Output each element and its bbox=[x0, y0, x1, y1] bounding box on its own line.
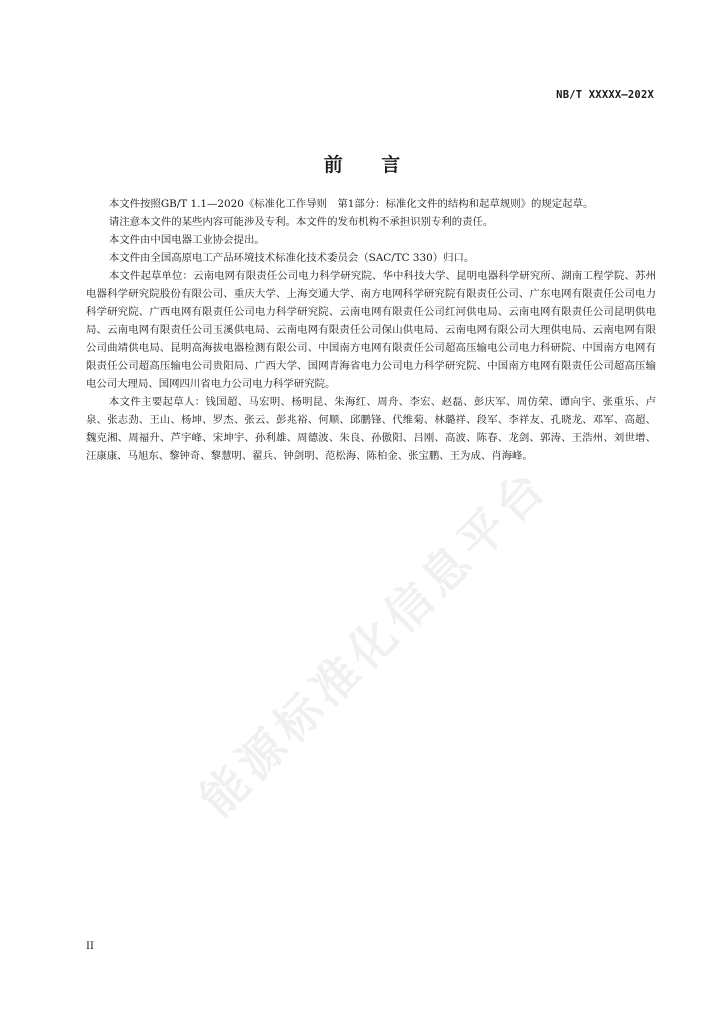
paragraph-proposer: 本文件由中国电器工业协会提出。 bbox=[108, 234, 265, 246]
standard-number: NB/T XXXXX—202X bbox=[556, 89, 654, 101]
paragraph-drafting-rules: 本文件按照GB/T 1.1—2020《标准化工作导则 第1部分：标准化文件的结构和起草规则》的规定起草。 bbox=[108, 198, 594, 210]
paragraph-technical-committee: 本文件由全国高原电工产品环境技术标准化技术委员会（SAC/TC 330）归口。 bbox=[108, 252, 475, 264]
watermark: 能源标准化信息平台 bbox=[189, 457, 559, 827]
foreword-body bbox=[86, 195, 656, 465]
page-number: II bbox=[86, 941, 94, 952]
paragraph-patent-notice: 请注意本文件的某些内容可能涉及专利。本文件的发布机构不承担识别专利的责任。 bbox=[108, 216, 494, 228]
paragraph-main-drafters: 本文件主要起草人：钱国超、马宏明、杨明昆、朱海红、周舟、李宏、赵磊、彭庆军、周仿荣、谭向宇、张重乐、卢泉、张志劲、王山、杨坤、罗杰、张云、彭兆裕、何顺、邱鹏锋、代维菊、林璐祥、段军、李祥友、孔晓龙、邓军、高超、魏克湘、周福升、芦宇峰、宋坤宇、孙利雄、周德波、朱良、孙傲阳、吕刚、高波、陈春、龙剑、郭涛、王浩州、刘世增、汪康康、马旭东、黎钟奇、黎慧明、翟兵、钟剑明、范松海、陈柏金、张宝鹏、王为成、肖海峰。 bbox=[86, 396, 656, 462]
paragraph-drafting-organizations: 本文件起草单位：云南电网有限责任公司电力科学研究院、华中科技大学、昆明电器科学研究所、湖南工程学院、苏州电器科学研究院股份有限公司、重庆大学、上海交通大学、南方电网科学研究院有限责任公司、广东电网有限责任公司电力科学研究院、广西电网有限责任公司电力科学研究院、云南电网有限责任公司红河供电局、云南电网有限责任公司昆明供电局、云南电网有限责任公司玉溪供电局、云南电网有限责任公司保山供电局、云南电网有限公司大理供电局、云南电网有限公司曲靖供电局、昆明高海拔电器检测有限公司、中国南方电网有限责任公司超高压输电公司电力科研院、中国南方电网有限责任公司超高压输电公司贵阳局、广西大学、国网青海省电力公司电力科学研究院、中国南方电网有限责任公司超高压输电公司大理局、国网四川省电力公司电力科学研究院。 bbox=[86, 270, 656, 390]
page-title: 前 言 bbox=[323, 154, 417, 176]
